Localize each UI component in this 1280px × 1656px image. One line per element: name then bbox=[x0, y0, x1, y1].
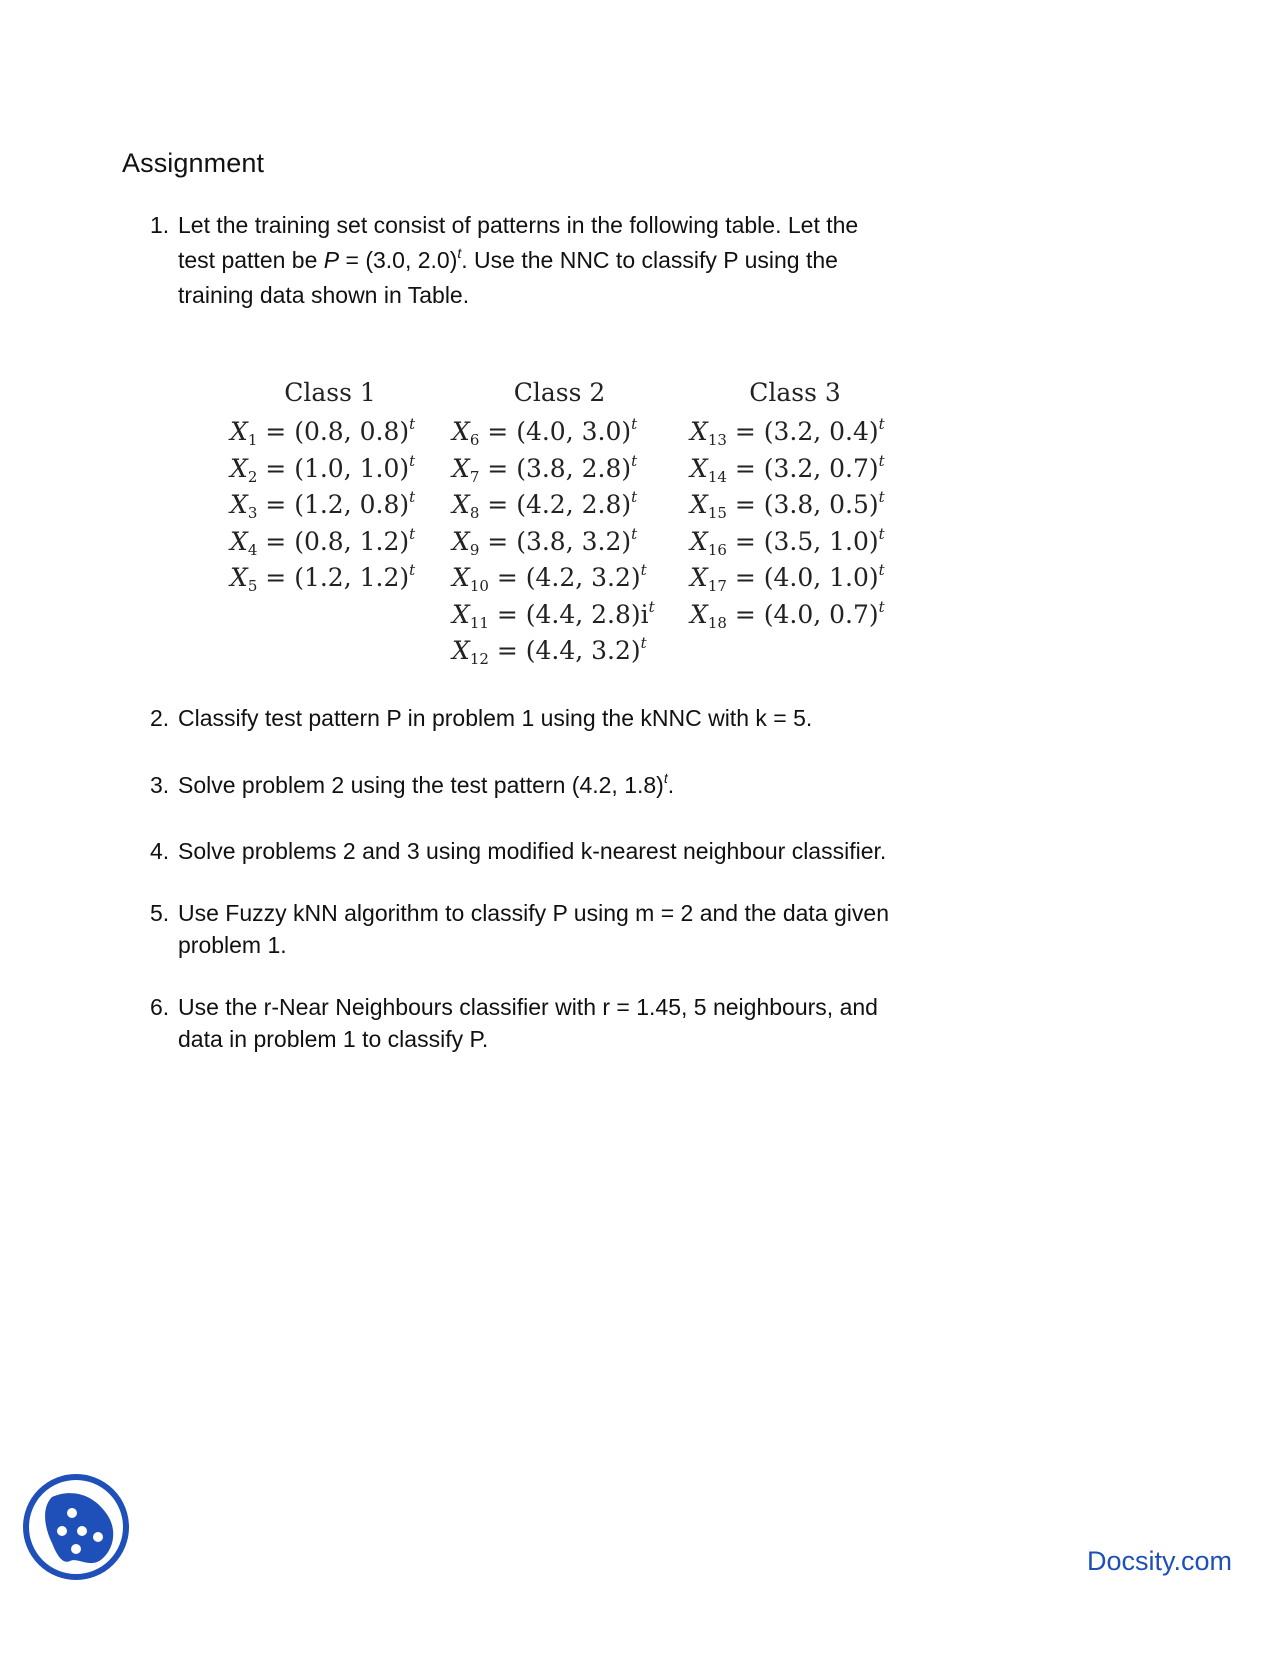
pattern-variable: X bbox=[452, 417, 470, 446]
problem-number: 4. bbox=[150, 838, 170, 864]
pattern-variable: X bbox=[230, 417, 248, 446]
transpose-superscript: t bbox=[631, 488, 638, 506]
pattern-value: = (1.0, 1.0) bbox=[257, 453, 410, 483]
problem-4 bbox=[150, 834, 970, 869]
pattern-value: = (4.2, 2.8) bbox=[479, 490, 632, 519]
pattern-value: = (0.8, 1.2) bbox=[257, 526, 410, 556]
pattern-variable: X bbox=[690, 453, 708, 483]
problem-2-text: Classify test pattern P in problem 1 using the kNNC with k = 5. bbox=[178, 705, 813, 731]
pattern-value: = (0.8, 0.8) bbox=[257, 417, 410, 446]
class-1-header: Class 1 bbox=[284, 378, 376, 407]
problem-1-line-3: training data shown in Table. bbox=[178, 282, 470, 308]
pattern-value: = (3.5, 1.0) bbox=[726, 526, 879, 556]
transpose-superscript: t bbox=[631, 524, 638, 543]
problem-3-text: Solve problem 2 using the test pattern (4.2, 1.8) bbox=[178, 772, 664, 798]
pattern-index: 1 bbox=[247, 431, 258, 449]
transpose-superscript: t bbox=[631, 415, 638, 433]
pattern-variable: X bbox=[452, 526, 470, 556]
problem-number: 3. bbox=[150, 772, 170, 798]
pattern-row bbox=[452, 560, 667, 597]
transpose-superscript: t bbox=[409, 451, 416, 470]
pattern-row bbox=[230, 524, 430, 561]
problem-1 bbox=[150, 208, 970, 313]
pattern-value: = (3.2, 0.7) bbox=[726, 453, 879, 483]
pattern-value: = (4.0, 1.0) bbox=[726, 563, 879, 592]
pattern-variable: X bbox=[452, 636, 470, 665]
docsity-logo-icon bbox=[22, 1473, 130, 1581]
transpose-superscript: t bbox=[878, 488, 885, 506]
problem-6 bbox=[150, 990, 970, 1057]
pattern-index: 12 bbox=[469, 650, 489, 668]
transpose-superscript: t bbox=[409, 415, 416, 433]
pattern-variable: X bbox=[230, 490, 248, 519]
problem-number: 2. bbox=[150, 705, 170, 731]
docsity-logo-icon[interactable] bbox=[22, 1473, 130, 1581]
pattern-row bbox=[690, 487, 900, 524]
pattern-row bbox=[230, 451, 430, 488]
pattern-index: 16 bbox=[707, 540, 727, 559]
class-2-column bbox=[452, 378, 667, 670]
pattern-index: 6 bbox=[469, 431, 480, 449]
pattern-row bbox=[452, 451, 667, 488]
pattern-value: = (4.2, 3.2) bbox=[488, 563, 641, 592]
problem-number: 5. bbox=[150, 900, 170, 926]
problem-5-line-2: problem 1. bbox=[178, 932, 287, 958]
pattern-value: = (3.8, 3.2) bbox=[479, 526, 632, 556]
transpose-superscript: t bbox=[409, 524, 416, 543]
text-fragment: . bbox=[667, 772, 675, 798]
text-fragment: test patten be bbox=[178, 247, 324, 273]
pattern-variable: X bbox=[452, 563, 470, 592]
transpose-superscript: t bbox=[631, 451, 638, 470]
pattern-row bbox=[452, 524, 667, 561]
variable-p: P bbox=[323, 247, 340, 273]
transpose-superscript: t bbox=[409, 561, 416, 579]
pattern-variable: X bbox=[452, 453, 470, 483]
pattern-index: 4 bbox=[247, 540, 258, 559]
pattern-value: = (4.4, 2.8)i bbox=[488, 599, 649, 629]
pattern-variable: X bbox=[230, 453, 248, 483]
text-fragment: . Use the NNC to classify P using the bbox=[461, 247, 838, 273]
transpose-superscript: t bbox=[409, 488, 416, 506]
pattern-index: 10 bbox=[469, 577, 489, 595]
pattern-index: 15 bbox=[707, 504, 727, 522]
pattern-variable: X bbox=[690, 526, 708, 556]
pattern-value: = (4.0, 0.7) bbox=[726, 599, 879, 629]
pattern-row bbox=[690, 414, 900, 451]
pattern-row bbox=[452, 487, 667, 524]
problem-3 bbox=[150, 768, 970, 803]
pattern-index: 14 bbox=[707, 467, 727, 486]
pattern-row bbox=[690, 560, 900, 597]
pattern-value: = (4.0, 3.0) bbox=[479, 417, 632, 446]
pattern-variable: X bbox=[690, 490, 708, 519]
pattern-index: 5 bbox=[247, 577, 258, 595]
pattern-variable: X bbox=[690, 417, 708, 446]
pattern-row bbox=[230, 487, 430, 524]
pattern-value: = (1.2, 0.8) bbox=[257, 490, 410, 519]
pattern-row bbox=[230, 414, 430, 451]
pattern-variable: X bbox=[690, 599, 708, 629]
problem-6-line-2: data in problem 1 to classify P. bbox=[178, 1026, 489, 1052]
pattern-index: 2 bbox=[247, 467, 258, 486]
problem-1-line-1: Let the training set consist of patterns in the following table. Let the bbox=[178, 212, 859, 238]
pattern-row bbox=[452, 414, 667, 451]
pattern-row bbox=[690, 524, 900, 561]
pattern-index: 11 bbox=[469, 613, 489, 632]
pattern-value: = (3.2, 0.4) bbox=[726, 417, 879, 446]
pattern-value: = (3.8, 2.8) bbox=[479, 453, 632, 483]
pattern-variable: X bbox=[230, 563, 248, 592]
superscript-t: t bbox=[457, 245, 462, 261]
class-2-rows bbox=[452, 414, 667, 670]
problem-5-line-1: Use Fuzzy kNN algorithm to classify P using m = 2 and the data given bbox=[178, 900, 889, 926]
pattern-value: = (3.8, 0.5) bbox=[726, 490, 879, 519]
pattern-value: = (4.4, 3.2) bbox=[488, 636, 641, 665]
pattern-row bbox=[690, 597, 900, 634]
pattern-row bbox=[452, 597, 667, 634]
superscript-t: t bbox=[663, 770, 668, 786]
pattern-row bbox=[690, 451, 900, 488]
docsity-brand-link[interactable]: Docsity.com bbox=[1086, 1546, 1232, 1576]
pattern-variable: X bbox=[452, 599, 470, 629]
problem-2 bbox=[150, 701, 970, 736]
pattern-index: 13 bbox=[707, 431, 727, 449]
transpose-superscript: t bbox=[878, 451, 885, 470]
transpose-superscript: t bbox=[878, 561, 885, 579]
problem-6-line-1: Use the r-Near Neighbours classifier with r = 1.45, 5 neighbours, and bbox=[178, 994, 878, 1020]
class-1-column bbox=[230, 378, 430, 597]
pattern-variable: X bbox=[690, 563, 708, 592]
class-3-rows bbox=[690, 414, 900, 633]
transpose-superscript: t bbox=[878, 524, 885, 543]
pattern-row bbox=[230, 560, 430, 597]
pattern-index: 7 bbox=[469, 467, 480, 486]
text-fragment: = (3.0, 2.0) bbox=[339, 247, 458, 273]
problem-5 bbox=[150, 896, 970, 963]
transpose-superscript: t bbox=[640, 561, 647, 579]
transpose-superscript: t bbox=[648, 597, 655, 616]
class-3-header: Class 3 bbox=[749, 378, 841, 407]
pattern-index: 9 bbox=[469, 540, 480, 559]
pattern-index: 3 bbox=[247, 504, 258, 522]
problem-number: 6. bbox=[150, 994, 170, 1020]
pattern-variable: X bbox=[230, 526, 248, 556]
pattern-row bbox=[452, 633, 667, 670]
class-2-header: Class 2 bbox=[513, 378, 606, 407]
page-title: Assignment bbox=[122, 148, 265, 178]
pattern-index: 18 bbox=[707, 613, 727, 632]
pattern-index: 17 bbox=[707, 577, 727, 595]
pattern-index: 8 bbox=[469, 504, 480, 522]
problem-1-line-2 bbox=[150, 243, 970, 278]
transpose-superscript: t bbox=[878, 597, 885, 616]
transpose-superscript: t bbox=[878, 415, 885, 433]
class-1-rows bbox=[230, 414, 430, 597]
class-3-column bbox=[690, 378, 900, 633]
transpose-superscript: t bbox=[640, 634, 647, 652]
pattern-value: = (1.2, 1.2) bbox=[257, 563, 410, 592]
pattern-variable: X bbox=[452, 490, 470, 519]
problem-number: 1. bbox=[150, 212, 170, 238]
problem-4-text: Solve problems 2 and 3 using modified k-nearest neighbour classifier. bbox=[178, 838, 887, 864]
